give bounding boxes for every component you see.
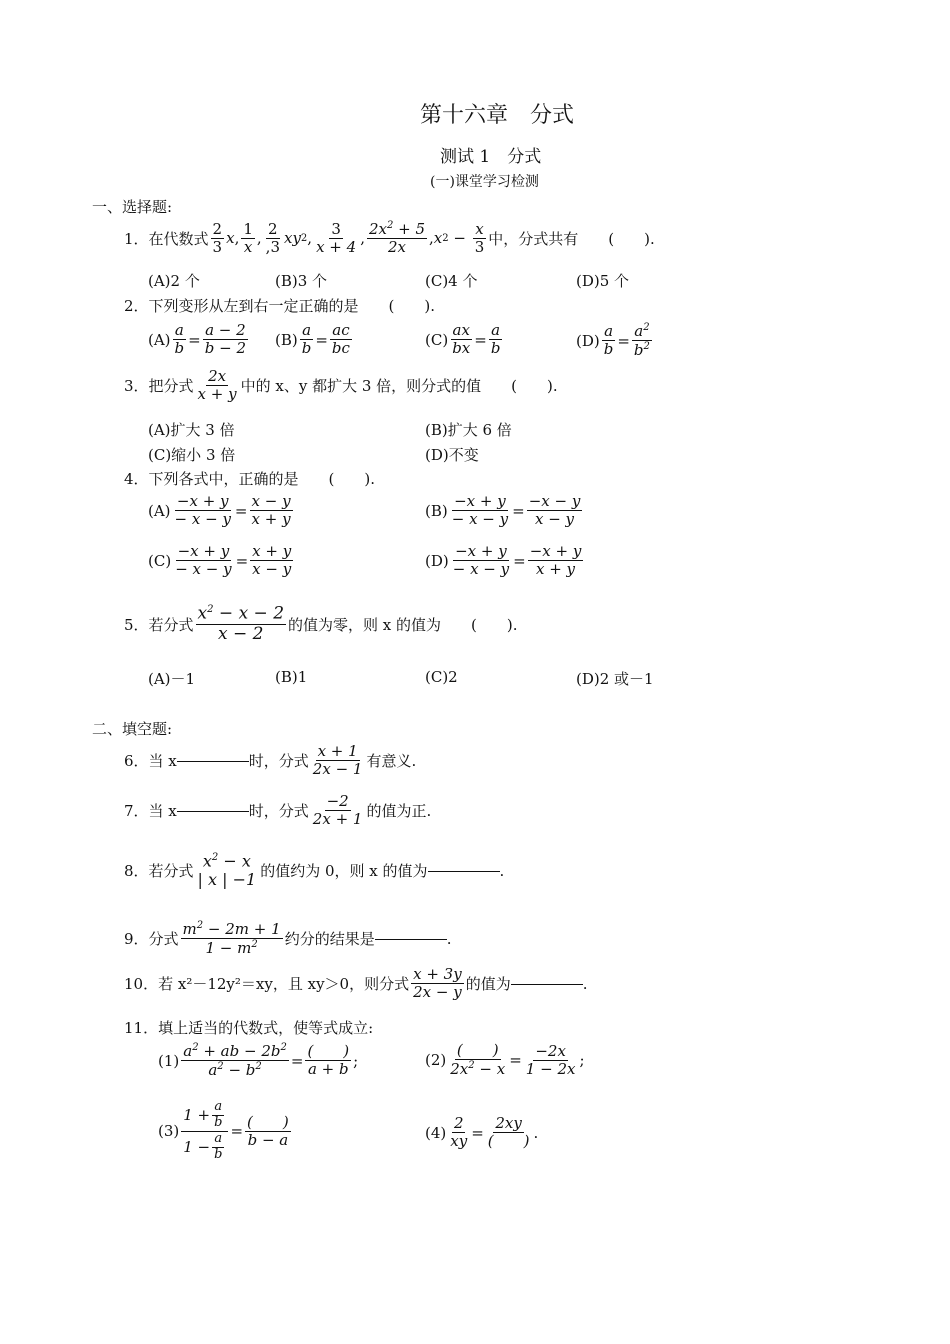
q1-option-d[interactable]: (D)5 个 [576,272,630,290]
question-6: 6．当 x 时，分式 $\frac{x + 1}{2x - 1}$ 有意义. [124,742,417,779]
q4-option-b[interactable]: (B) $\frac{-x + y}{- x - y}$ = $\frac{-x - y}{x - y}$ [425,492,581,529]
answer-blank[interactable] [177,760,249,762]
q4-option-d[interactable]: (D) $\frac{-x + y}{- x - y}$ = $\frac{-x + y}{x + y}$ [425,542,582,579]
q2-option-d[interactable]: (D) $\frac{a}{b}$ = $\frac{a^2}{b^2}$ [576,322,650,360]
question-10: 10．若 x²－12y²＝xy，且 xy＞0，则分式 $\frac{x + 3y}{2x - y}$ 的值为 . [124,965,588,1002]
question-1: 1．在代数式 $\frac{2}{3}$ x , $\frac{1}{x}$ , $\frac{2}{,3}$ xy 2 , $\frac{3}{x + 4}$ , $\frac{2x^2 + 5}{2x}$ , x 2 − $\frac{x}{3}$ 中，分式共有 ( ). [124,219,655,257]
q3-option-a[interactable]: (A)扩大 3 倍 [148,421,235,439]
q2-option-c[interactable]: (C) $\frac{ax}{bx}$ = $\frac{a}{b}$ [425,321,501,358]
q5-option-c[interactable]: (C)2 [425,668,458,686]
q11-part-1: (1) $\frac{a^2 + ab - 2b^2}{a^2 - b^2}$ = $\frac{( )}{a + b}$ ; [158,1042,359,1080]
q2-option-a[interactable]: (A) $\frac{a}{b}$ = $\frac{a - 2}{b - 2}$ [148,321,246,358]
q3-option-b[interactable]: (B)扩大 6 倍 [425,421,512,439]
question-7: 7．当 x 时，分式 $\frac{-2}{2x + 1}$ 的值为正. [124,792,432,829]
q4-option-a[interactable]: (A) $\frac{-x + y}{- x - y}$ = $\frac{x - y}{x + y}$ [148,492,291,529]
answer-blank[interactable] [177,810,249,812]
q1-option-b[interactable]: (B)3 个 [275,272,328,290]
chapter-title: 第十六章 分式 [420,103,575,128]
q1-suffix: 中，分式共有 ( ). [488,229,655,248]
question-3: 3．把分式 $\frac{2x}{x + y}$ 中的 x、y 都扩大 3 倍，则分式的值 ( ). [124,367,558,404]
question-5: 5．若分式 $\frac{x^2 - x - 2}{x - 2}$ 的值为零，则 x 的值为 ( ). [124,603,518,645]
question-9: 9．分式 $\frac{m^2 - 2m + 1}{1 - m^2}$ 约分的结果是 . [124,920,452,958]
q11-part-2: (2) $\frac{( )}{2x^2 - x}$ = $\frac{-2x}{1 - 2x}$ ; [425,1041,585,1079]
answer-blank[interactable] [428,870,500,872]
subtitle: (一)课堂学习检测 [430,174,539,190]
question-11: 11．填上适当的代数式，使等式成立: [124,1019,374,1037]
q11-part-4: (4) $\frac{2}{xy}$ = $\frac{2xy}{( )}$ . [425,1114,539,1151]
q4-option-c[interactable]: (C) $\frac{-x + y}{- x - y}$ = $\frac{x + y}{x - y}$ [148,542,292,579]
section-fill: 二、填空题: [92,720,173,738]
q5-option-a[interactable]: (A)－1 [148,670,196,688]
q3-option-d[interactable]: (D)不变 [425,446,479,464]
q1-prefix: 1．在代数式 [124,229,209,248]
q3-option-c[interactable]: (C)缩小 3 倍 [148,446,236,464]
question-8: 8．若分式 $x^2 - x$ | x | −1 的值约为 0，则 x 的值为 . [124,851,505,889]
section-choice: 一、选择题: [92,198,173,216]
q5-option-d[interactable]: (D)2 或－1 [576,670,654,688]
q1-option-a[interactable]: (A)2 个 [148,272,200,290]
answer-blank[interactable] [375,938,447,940]
question-2: 2．下列变形从左到右一定正确的是 ( ). [124,297,436,315]
question-4: 4．下列各式中，正确的是 ( ). [124,470,376,488]
test-title: 测试 1 分式 [440,147,542,167]
q1-option-c[interactable]: (C)4 个 [425,272,478,290]
q5-option-b[interactable]: (B)1 [275,668,308,686]
q11-part-3: (3) 1 + $\frac{a}{b}$ 1 − $\frac{a}{b}$ = $\frac{( )}{b - a}$ [158,1099,289,1162]
q2-option-b[interactable]: (B) $\frac{a}{b}$ = $\frac{ac}{bc}$ [275,321,350,358]
answer-blank[interactable] [511,983,583,985]
